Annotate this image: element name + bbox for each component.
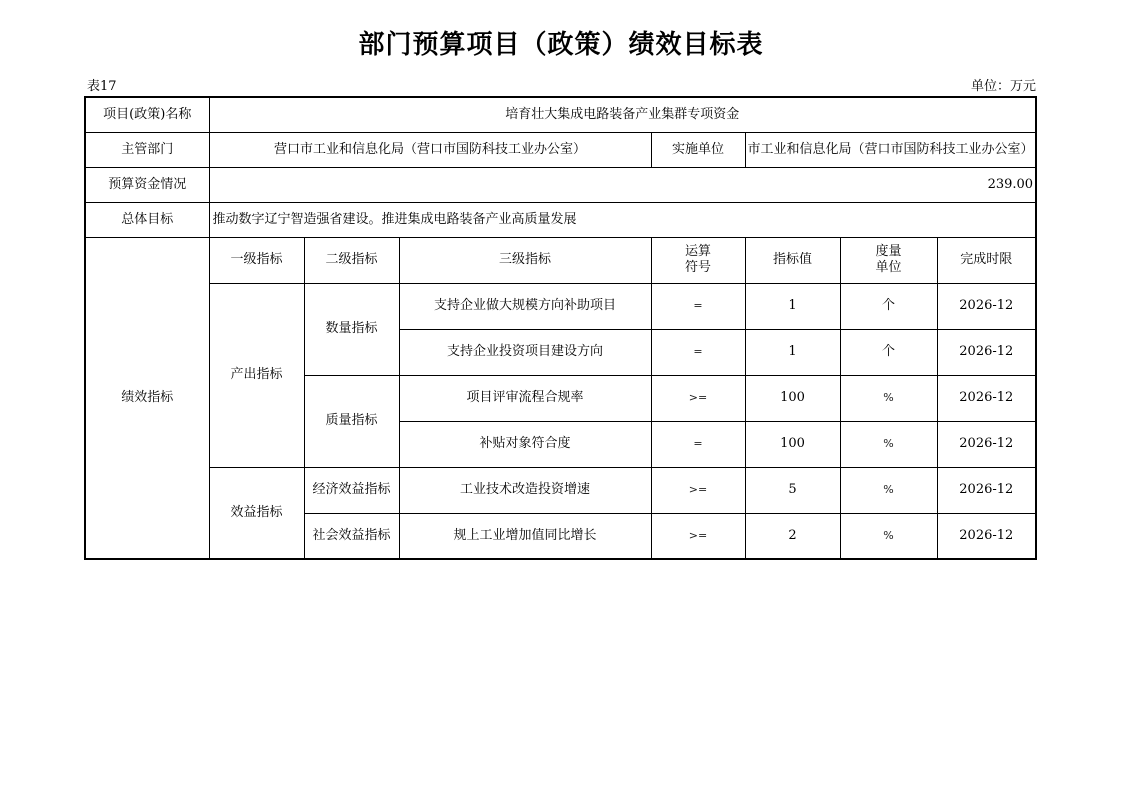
item-unit: % xyxy=(840,513,937,559)
item-deadline: 2026-12 xyxy=(937,513,1036,559)
table-row xyxy=(85,167,1036,202)
header-unit xyxy=(840,237,937,283)
header-value: 指标值 xyxy=(745,237,840,283)
item-unit: 个 xyxy=(840,283,937,329)
level2-economic: 经济效益指标 xyxy=(304,467,399,513)
header-operator-line1: 运算 xyxy=(684,244,711,259)
unit-label: 单位：万元 xyxy=(970,79,1036,94)
item-value: 5 xyxy=(745,467,840,513)
header-level1: 一级指标 xyxy=(209,237,304,283)
item-unit: 个 xyxy=(840,329,937,375)
overall-goal-label: 总体目标 xyxy=(85,202,209,237)
table-row xyxy=(85,97,1036,132)
item-operator: = xyxy=(651,329,745,375)
item-value: 100 xyxy=(745,375,840,421)
header-deadline: 完成时限 xyxy=(937,237,1036,283)
dept-value: 营口市工业和信息化局（营口市国防科技工业办公室） xyxy=(209,132,651,167)
table-number: 表17 xyxy=(87,79,117,94)
budget-value: 239.00 xyxy=(209,167,1036,202)
item-operator: >= xyxy=(651,513,745,559)
project-name-value: 培育壮大集成电路装备产业集群专项资金 xyxy=(209,97,1036,132)
impl-unit-label: 实施单位 xyxy=(651,132,745,167)
page-title: 部门预算项目（政策）绩效目标表 xyxy=(358,30,764,60)
item-unit: % xyxy=(840,375,937,421)
dept-label: 主管部门 xyxy=(85,132,209,167)
item-name: 工业技术改造投资增速 xyxy=(399,467,651,513)
item-name: 规上工业增加值同比增长 xyxy=(399,513,651,559)
header-level2: 二级指标 xyxy=(304,237,399,283)
level1-output: 产出指标 xyxy=(209,283,304,467)
header-unit-line1: 度量 xyxy=(875,244,902,259)
item-deadline: 2026-12 xyxy=(937,329,1036,375)
overall-goal-value: 推动数字辽宁智造强省建设。推进集成电路装备产业高质量发展 xyxy=(209,202,1036,237)
item-deadline: 2026-12 xyxy=(937,421,1036,467)
item-deadline: 2026-12 xyxy=(937,375,1036,421)
perf-section-label: 绩效指标 xyxy=(85,237,209,559)
item-operator: >= xyxy=(651,467,745,513)
level1-benefit: 效益指标 xyxy=(209,467,304,559)
header-unit-line2: 单位 xyxy=(875,260,902,275)
item-name: 支持企业做大规模方向补助项目 xyxy=(399,283,651,329)
header-operator-line2: 符号 xyxy=(684,260,711,275)
item-operator: = xyxy=(651,283,745,329)
item-operator: = xyxy=(651,421,745,467)
item-value: 2 xyxy=(745,513,840,559)
item-value: 1 xyxy=(745,329,840,375)
level2-quality: 质量指标 xyxy=(304,375,399,467)
table-row xyxy=(85,132,1036,167)
header-level3: 三级指标 xyxy=(399,237,651,283)
table-row xyxy=(85,467,1036,513)
impl-unit-value: 市工业和信息化局（营口市国防科技工业办公室） xyxy=(745,132,1036,167)
item-deadline: 2026-12 xyxy=(937,283,1036,329)
item-deadline: 2026-12 xyxy=(937,467,1036,513)
table-row xyxy=(85,237,1036,283)
item-unit: % xyxy=(840,421,937,467)
item-value: 1 xyxy=(745,283,840,329)
item-operator: >= xyxy=(651,375,745,421)
item-name: 项目评审流程合规率 xyxy=(399,375,651,421)
header-operator xyxy=(651,237,745,283)
budget-label: 预算资金情况 xyxy=(85,167,209,202)
item-name: 补贴对象符合度 xyxy=(399,421,651,467)
table-row xyxy=(85,283,1036,329)
level2-quantity: 数量指标 xyxy=(304,283,399,375)
level2-social: 社会效益指标 xyxy=(304,513,399,559)
project-name-label: 项目(政策)名称 xyxy=(85,97,209,132)
item-value: 100 xyxy=(745,421,840,467)
item-unit: % xyxy=(840,467,937,513)
performance-goal-table xyxy=(84,96,1037,560)
table-row xyxy=(85,202,1036,237)
item-name: 支持企业投资项目建设方向 xyxy=(399,329,651,375)
